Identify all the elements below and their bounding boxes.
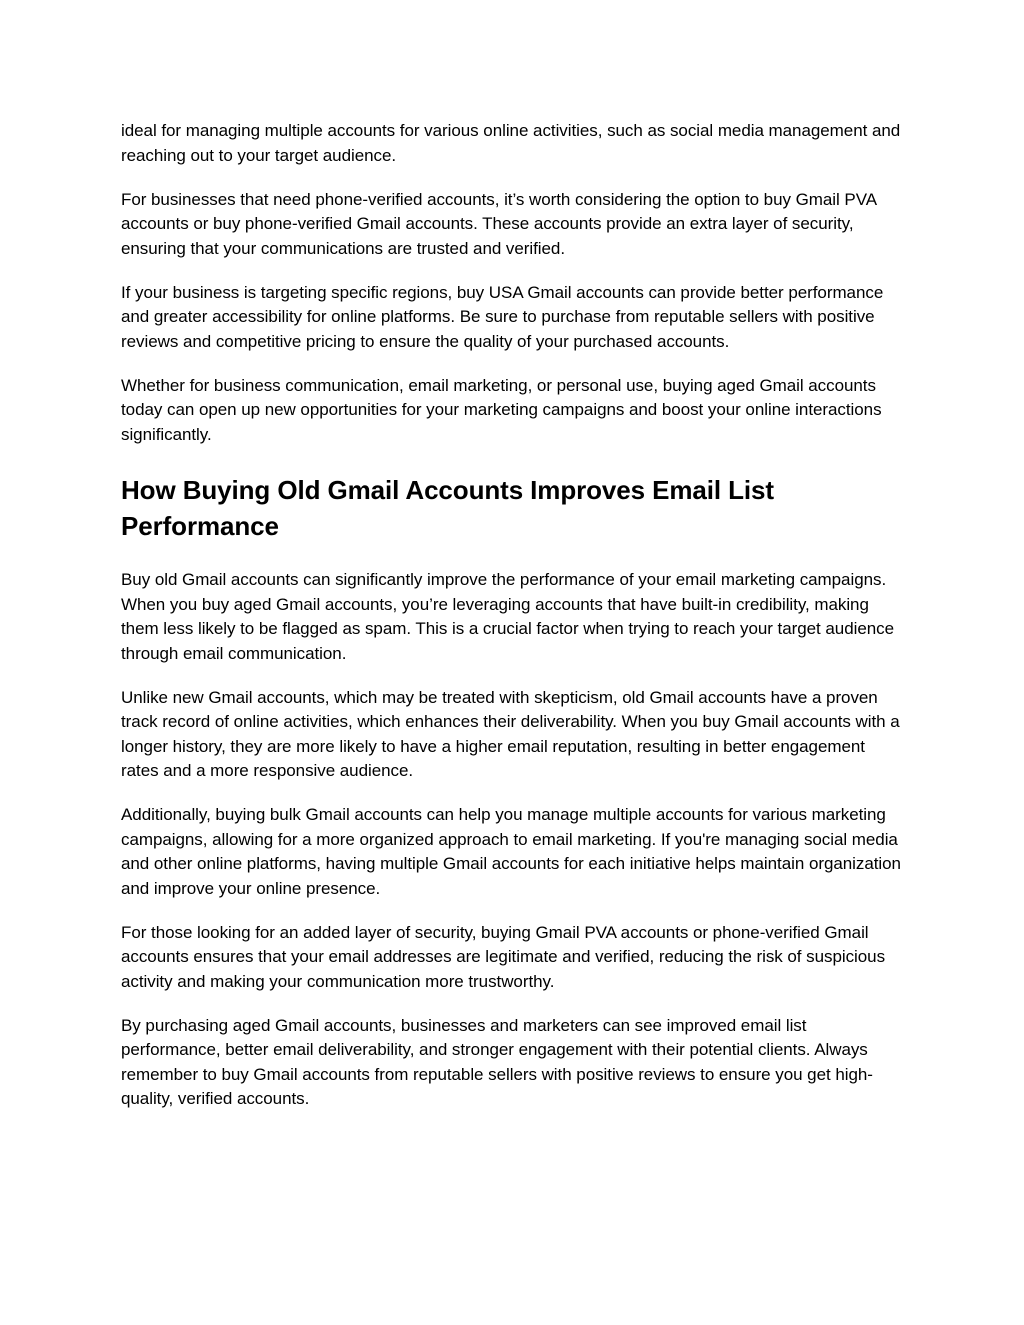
paragraph: Buy old Gmail accounts can significantly improve the performance of your email marketing campaigns. When you buy aged Gmail accounts, you’re leveraging accounts that have built-in credibility, making them less likely to be flagged as spam. This is a crucial factor when trying to reach your target audience through email communication. — [121, 570, 894, 663]
section-heading: How Buying Old Gmail Accounts Improves Email List Performance — [121, 475, 774, 541]
paragraph: For businesses that need phone-verified accounts, it’s worth considering the option to buy Gmail PVA accounts or buy phone-verified Gmail accounts. These accounts provide an extra layer of security, ensuring that your communications are trusted and verified. — [121, 189, 877, 258]
paragraph: If your business is targeting specific regions, buy USA Gmail accounts can provide better performance and greater accessibility for online platforms. Be sure to purchase from reputable sellers with positive reviews and competitive pricing to ensure the quality of your purchased accounts. — [121, 282, 884, 351]
paragraph: ideal for managing multiple accounts for various online activities, such as social media management and reaching out to your target audience. — [121, 121, 901, 165]
paragraph: By purchasing aged Gmail accounts, businesses and marketers can see improved email list performance, better email deliverability, and stronger engagement with their potential clients. Always remember to buy Gmail accounts from reputable sellers with positive reviews to ensure you get high-quality, verified accounts. — [121, 1015, 873, 1108]
paragraph: Additionally, buying bulk Gmail accounts can help you manage multiple accounts for various marketing campaigns, allowing for a more organized approach to email marketing. If you're managing social media and other online platforms, having multiple Gmail accounts for each initiative helps maintain organization and improve your online presence. — [121, 805, 901, 898]
paragraph: Unlike new Gmail accounts, which may be treated with skepticism, old Gmail accounts have a proven track record of online activities, which enhances their deliverability. When you buy Gmail accounts with a longer history, they are more likely to have a higher email reputation, resulting in better engagement rates and a more responsive audience. — [121, 687, 900, 780]
document-page — [121, 119, 907, 1131]
paragraph: Whether for business communication, email marketing, or personal use, buying aged Gmail accounts today can open up new opportunities for your marketing campaigns and boost your online interactions significantly. — [121, 375, 882, 444]
paragraph: For those looking for an added layer of security, buying Gmail PVA accounts or phone-verified Gmail accounts ensures that your email addresses are legitimate and verified, reducing the risk of suspicious activity and making your communication more trustworthy. — [121, 922, 886, 991]
